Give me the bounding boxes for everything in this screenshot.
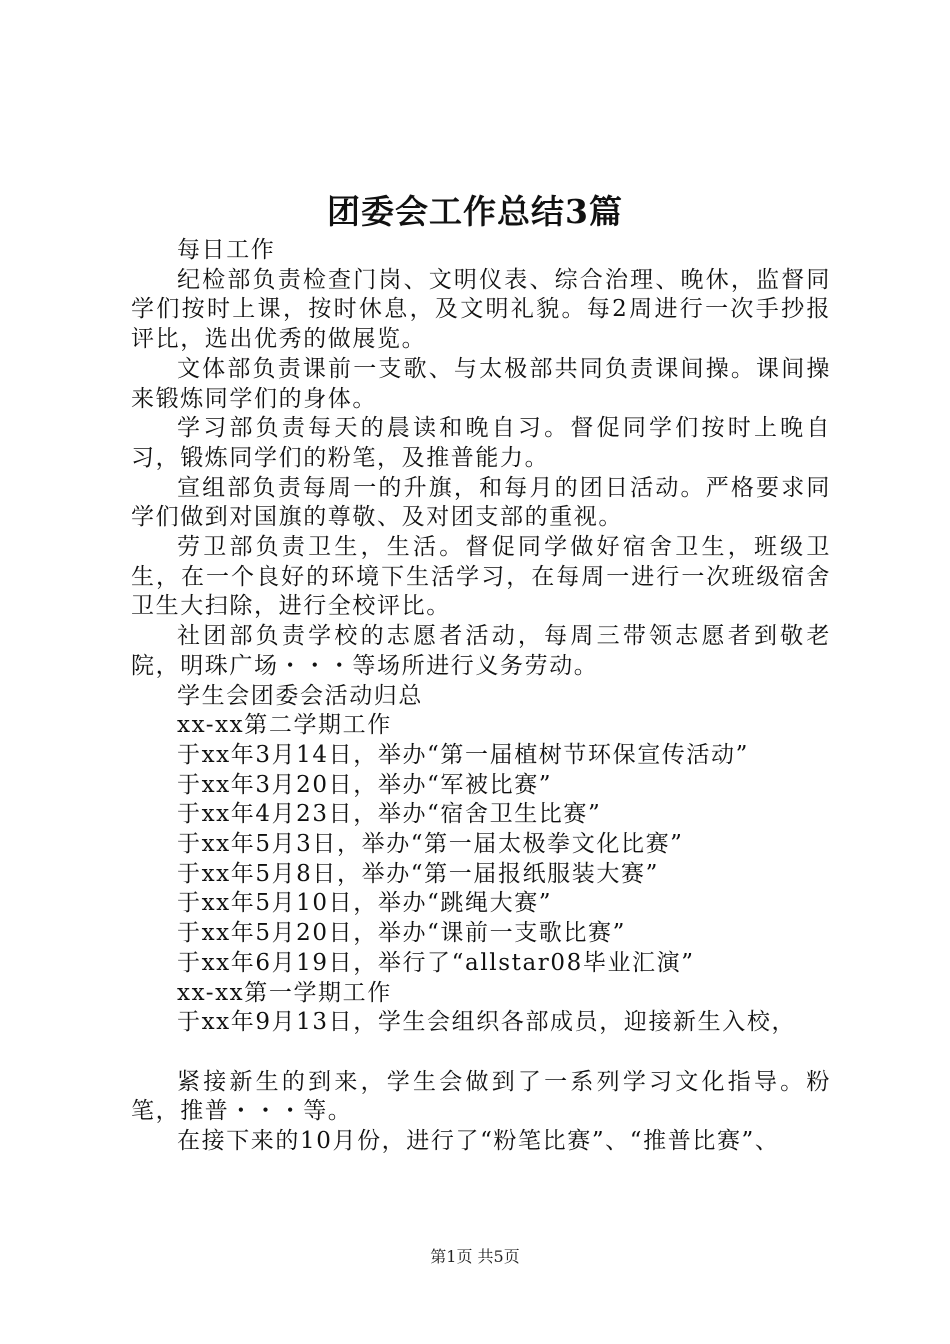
list-item: 于xx年4月23日，举办“宿舍卫生比赛”: [177, 801, 602, 828]
list-item: 于xx年5月8日，举办“第一届报纸服装大赛”: [177, 860, 659, 887]
paragraph: 宣组部负责每周一的升旗，和每月的团日活动。严格要求同学们做到对国旗的尊敬、及对团支部的重视。: [131, 474, 831, 531]
blank-line: [131, 1038, 831, 1068]
document-title: 团委会工作总结3篇: [327, 192, 623, 231]
paragraph: 纪检部负责检查门岗、文明仪表、综合治理、晚休，监督同学们按时上课，按时休息，及文明礼貌。每2周进行一次手抄报评比，选出优秀的做展览。: [131, 266, 831, 353]
page-footer: 第1页 共5页: [430, 1247, 520, 1266]
list-item: 于xx年5月10日，举办“跳绳大赛”: [177, 890, 553, 917]
list-item: 于xx年3月20日，举办“军被比赛”: [177, 771, 553, 798]
paragraph: xx-xx第二学期工作: [177, 712, 392, 739]
document-body: [131, 236, 831, 1157]
paragraph: 在接下来的10月份，进行了“粉笔比赛”、“推普比赛”、: [177, 1128, 780, 1155]
paragraph: 每日工作: [177, 237, 276, 263]
paragraph: 学习部负责每天的晨读和晚自习。督促同学们按时上晚自习，锻炼同学们的粉笔，及推普能力。: [131, 415, 831, 471]
list-item: 于xx年5月3日，举办“第一届太极拳文化比赛”: [177, 831, 684, 858]
paragraph: 于xx年9月13日，学生会组织各部成员，迎接新生入校，: [177, 1009, 797, 1036]
paragraph: 劳卫部负责卫生，生活。督促同学做好宿舍卫生，班级卫生，在一个良好的环境下生活学习，在每周一进行一次班级宿舍卫生大扫除，进行全校评比。: [131, 534, 831, 620]
list-item: 于xx年3月14日，举办“第一届植树节环保宣传活动”: [177, 741, 749, 768]
paragraph: 紧接新生的到来，学生会做到了一系列学习文化指导。粉笔，推普・・・等。: [131, 1068, 831, 1125]
paragraph: 文体部负责课前一支歌、与太极部共同负责课间操。课间操来锻炼同学们的身体。: [131, 355, 831, 412]
paragraph: xx-xx第一学期工作: [177, 979, 392, 1006]
list-item: 于xx年6月19日，举行了“allstar08毕业汇演”: [177, 949, 695, 976]
list-item: 于xx年5月20日，举办“课前一支歌比赛”: [177, 920, 626, 947]
paragraph: 社团部负责学校的志愿者活动，每周三带领志愿者到敬老院，明珠广场・・・等场所进行义务劳动。: [131, 623, 831, 679]
paragraph: 学生会团委会活动归总: [177, 682, 423, 709]
